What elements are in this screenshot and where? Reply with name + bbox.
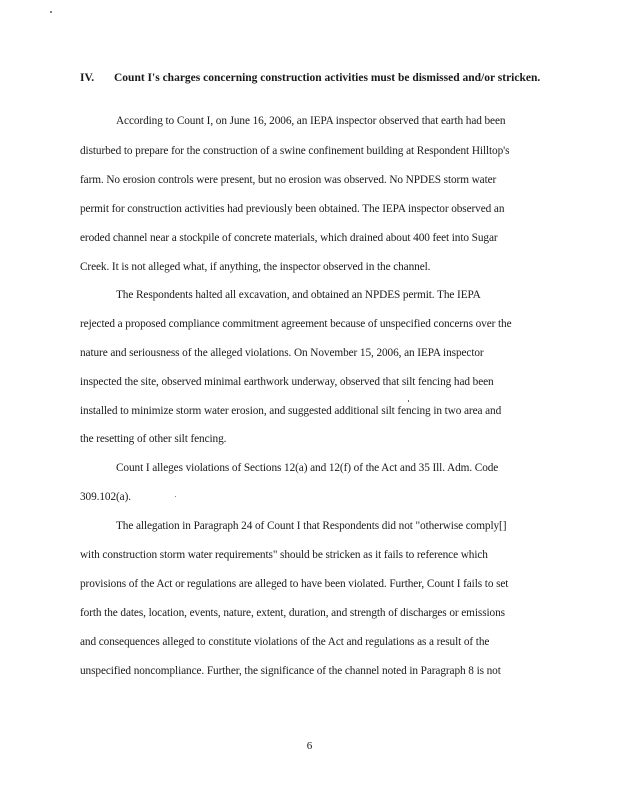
paragraph-line: and consequences alleged to constitute violations of the Act and regulations as a result of the [80,636,490,648]
paragraph-line: nature and seriousness of the alleged violations. On November 15, 2006, an IEPA inspector [80,347,484,359]
paragraph-line: unspecified noncompliance. Further, the significance of the channel noted in Paragraph 8 is not [80,665,501,677]
section-number: IV. [80,72,95,84]
paragraph-line: provisions of the Act or regulations are alleged to have been violated. Further, Count I fails to set [80,578,509,590]
page-number: 6 [306,740,313,752]
scan-speck [175,496,176,497]
paragraph-line: rejected a proposed compliance commitment agreement because of unspecified concerns over the [80,318,512,330]
paragraph-line: Creek. It is not alleged what, if anything, the inspector observed in the channel. [80,261,431,273]
scan-speck [50,11,52,13]
paragraph-line: The Respondents halted all excavation, and obtained an NPDES permit. The IEPA [116,289,481,301]
paragraph-line: The allegation in Paragraph 24 of Count I that Respondents did not "otherwise comply[] [116,520,507,532]
paragraph-line: inspected the site, observed minimal earthwork underway, observed that silt fencing had been [80,376,494,388]
section-heading [80,70,550,86]
paragraph-line: disturbed to prepare for the construction of a swine confinement building at Respondent Hilltop's [80,145,510,157]
paragraph-line: installed to minimize storm water erosion, and suggested additional silt fencing in two area and [80,405,502,417]
section-title: Count I's charges concerning construction activities must be dismissed and/or stricken. [114,72,541,84]
paragraph-line: the resetting of other silt fencing. [80,433,227,445]
paragraph-line: forth the dates, location, events, nature, extent, duration, and strength of discharges or emissions [80,607,505,619]
paragraph-line: with construction storm water requirements" should be stricken as it fails to reference which [80,549,488,561]
paragraph-line: permit for construction activities had previously been obtained. The IEPA inspector observed an [80,203,505,215]
paragraph-line: According to Count I, on June 16, 2006, an IEPA inspector observed that earth had been [116,115,506,127]
paragraph-line: farm. No erosion controls were present, but no erosion was observed. No NPDES storm water [80,174,497,186]
paragraph-line: Count I alleges violations of Sections 12(a) and 12(f) of the Act and 35 Ill. Adm. Code [116,462,499,474]
scan-speck [408,400,409,402]
paragraph-line: 309.102(a). [80,491,131,503]
paragraph-line: eroded channel near a stockpile of concrete materials, which drained about 400 feet into Sugar [80,232,498,244]
